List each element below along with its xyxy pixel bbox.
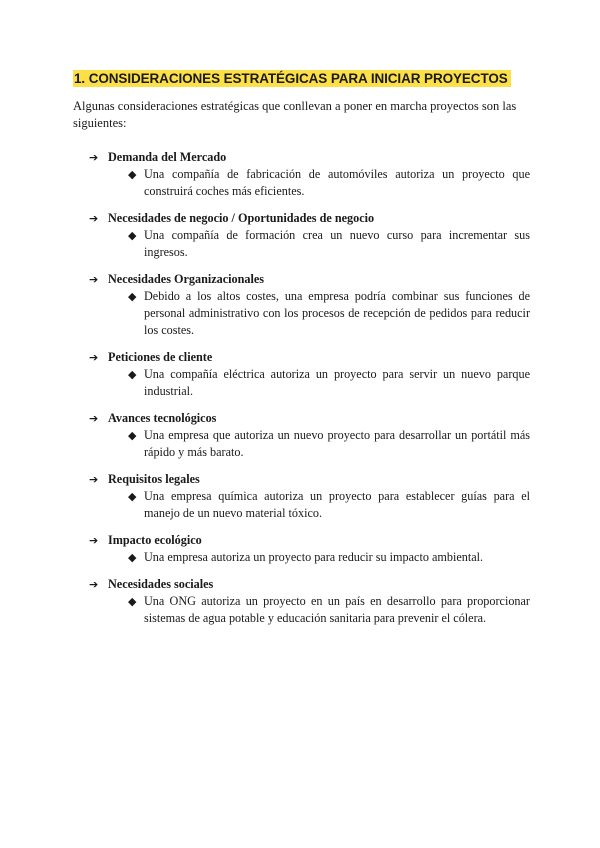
consideration-example: Una compañía de fabricación de automóviles autoriza un proyecto que construirá coches más eficientes. [144,167,530,198]
arrow-icon: ➔ [89,151,99,164]
document-page [73,70,530,637]
consideration-item [73,149,530,200]
diamond-bullet-icon: ◆ [128,595,137,608]
diamond-bullet-icon: ◆ [128,551,137,564]
consideration-item [73,532,530,566]
consideration-item [73,471,530,522]
diamond-bullet-icon: ◆ [128,429,137,442]
consideration-heading: Demanda del Mercado [108,150,227,164]
consideration-heading: Requisitos legales [108,472,200,486]
intro-paragraph: Algunas consideraciones estratégicas que conllevan a poner en marcha proyectos son las siguientes: [73,99,517,130]
consideration-heading: Avances tecnológicos [108,411,217,425]
consideration-heading: Impacto ecológico [108,533,202,547]
consideration-item [73,271,530,339]
arrow-icon: ➔ [89,534,99,547]
consideration-heading: Necesidades Organizacionales [108,272,265,286]
consideration-example: Debido a los altos costes, una empresa podría combinar sus funciones de personal administrativo con los procesos de recepción de pedidos para reducir los costes. [144,289,530,337]
arrow-icon: ➔ [89,351,99,364]
consideration-heading: Peticiones de cliente [108,350,213,364]
diamond-bullet-icon: ◆ [128,290,137,303]
diamond-bullet-icon: ◆ [128,168,137,181]
consideration-example: Una empresa química autoriza un proyecto para establecer guías para el manejo de un nuevo material tóxico. [144,489,530,520]
arrow-icon: ➔ [89,473,99,486]
diamond-bullet-icon: ◆ [128,229,137,242]
consideration-item [73,349,530,400]
arrow-icon: ➔ [89,578,99,591]
consideration-item [73,410,530,461]
consideration-item [73,210,530,261]
consideration-example: Una compañía eléctrica autoriza un proyecto para servir un nuevo parque industrial. [144,367,530,398]
consideration-example: Una empresa que autoriza un nuevo proyecto para desarrollar un portátil más rápido y más barato. [144,428,530,459]
arrow-icon: ➔ [89,412,99,425]
diamond-bullet-icon: ◆ [128,368,137,381]
arrow-icon: ➔ [89,273,99,286]
consideration-example: Una compañía de formación crea un nuevo curso para incrementar sus ingresos. [144,228,530,259]
consideration-item [73,576,530,627]
diamond-bullet-icon: ◆ [128,490,137,503]
consideration-example: Una empresa autoriza un proyecto para reducir su impacto ambiental. [144,550,484,564]
consideration-heading: Necesidades de negocio / Oportunidades de negocio [108,211,375,225]
consideration-heading: Necesidades sociales [108,577,214,591]
consideration-example: Una ONG autoriza un proyecto en un país en desarrollo para proporcionar sistemas de agua potable y educación sanitaria para prevenir el cólera. [144,594,530,625]
section-title: 1. CONSIDERACIONES ESTRATÉGICAS PARA INICIAR PROYECTOS [73,70,511,87]
arrow-icon: ➔ [89,212,99,225]
